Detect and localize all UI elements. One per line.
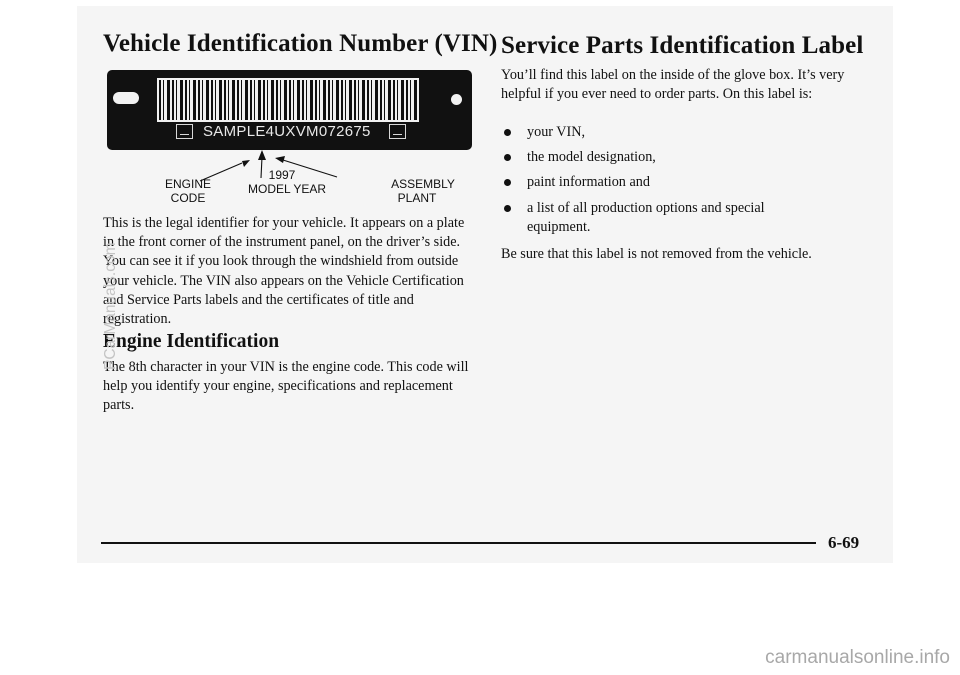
plate-hole [451,94,462,105]
engine-identification-heading: Engine Identification [103,331,280,352]
bottom-watermark: carmanualsonline.info [765,647,950,668]
assembly-plant-callout [378,177,468,205]
bullet-icon [504,154,511,161]
plate-slot [113,92,139,104]
engine-paragraph: The 8th character in your VIN is the engine code. This code will help you identify your engine, specifications and replacement parts. [103,359,469,414]
bullet-icon [504,129,511,136]
list-item [501,199,787,237]
vin-title: Vehicle Identification Number (VIN) [103,30,498,57]
list-item-text: the model designation, [527,149,656,166]
bullet-icon [504,179,511,186]
side-watermark: PCarManuals.com [102,242,119,370]
vin-sample-text: SAMPLE4UXVM072675 [203,123,371,140]
service-parts-closing: Be sure that this label is not removed from the vehicle. [501,246,812,262]
model-year-callout [232,168,342,196]
plate-box-icon-right [389,124,406,139]
barcode [157,78,419,122]
list-item [501,148,787,167]
engine-code-line1: ENGINE [164,177,211,191]
engine-code-callout [158,177,218,205]
bullet-icon [504,205,511,212]
list-item-text: paint information and [527,174,650,191]
service-parts-intro: You’ll find this label on the inside of the glove box. It’s very helpful if you ever need to order parts. On this label is: [501,67,845,103]
list-item-text: your VIN, [527,124,586,140]
service-parts-title: Service Parts Identification Label [501,32,864,59]
page-number: 6-69 [828,533,860,552]
engine-code-line2: CODE [170,191,206,205]
model-year-line2: MODEL YEAR [247,182,327,196]
list-item-text: a list of all production options and special equipment. [527,199,765,235]
plate-box-icon-left [176,124,193,139]
model-year-line1: 1997 [268,168,296,182]
vin-plate-illustration [107,70,472,150]
service-parts-list [501,123,787,243]
vin-paragraph: This is the legal identifier for your vehicle. It appears on a plate in the front corner of the instrument panel, on the driver’s side. You can see it if you look through the windshield from outside your vehicle. The VIN also appears on the Vehicle Certification and Service Parts labels and the certificates of title and registration. [103,215,465,328]
footer-rule [101,542,816,544]
list-item [501,123,787,142]
assembly-plant-line1: ASSEMBLY [391,177,455,191]
list-item [501,173,787,192]
assembly-plant-line2: PLANT [397,191,437,205]
